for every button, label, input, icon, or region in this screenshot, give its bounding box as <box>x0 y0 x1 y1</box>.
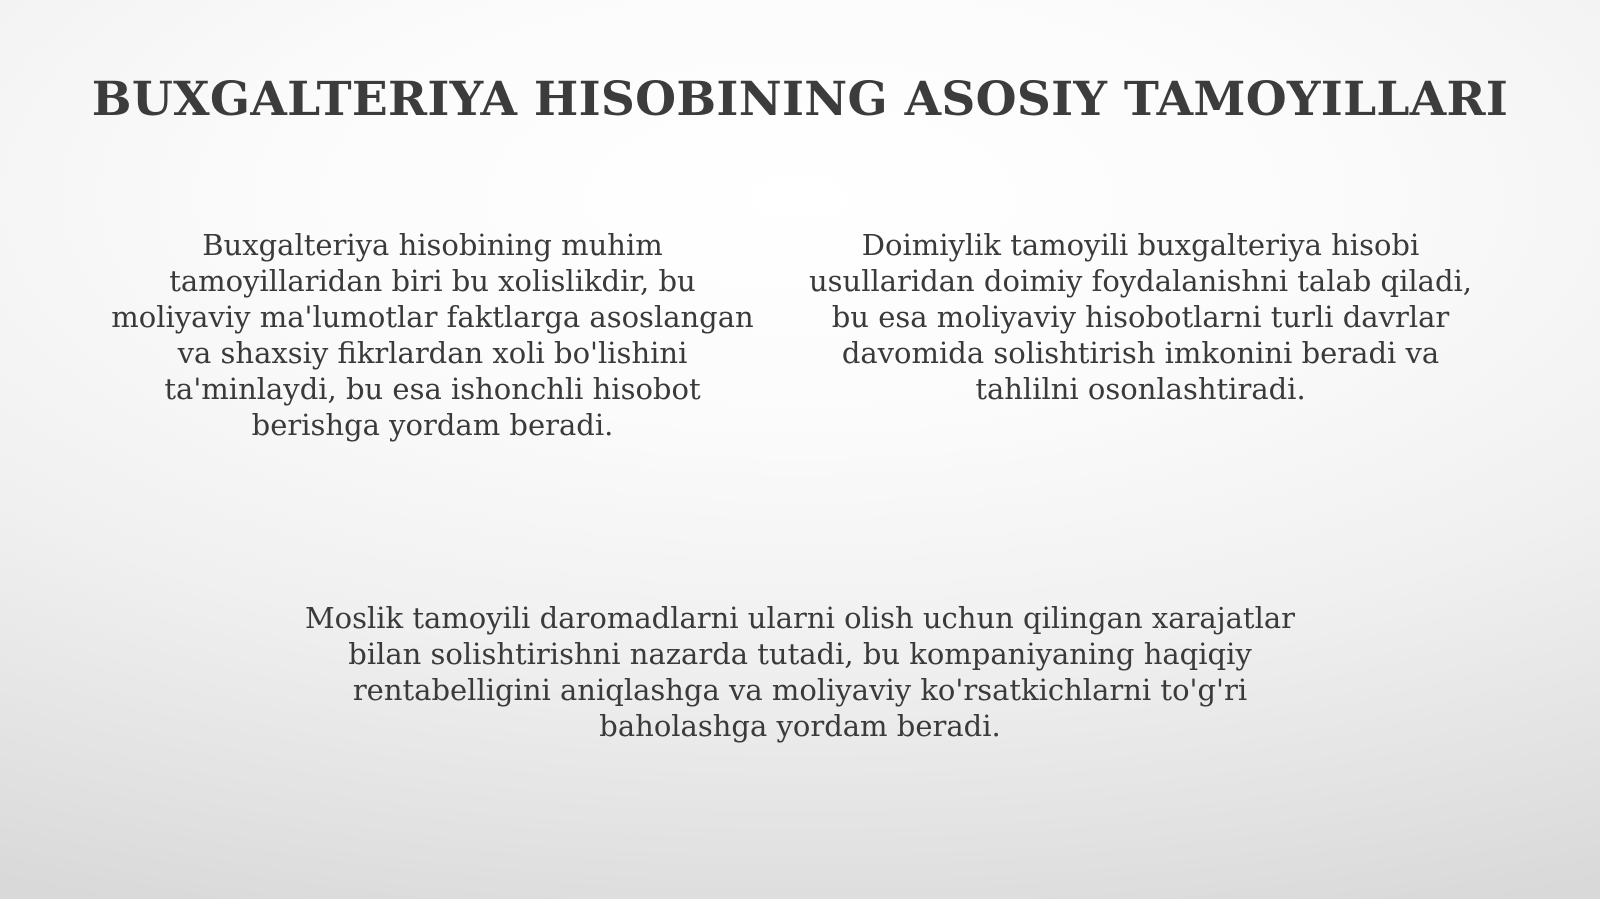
objectivity-principle-text: Buxgalteriya hisobining muhim tamoyillaridan biri bu xolislikdir, bu moliyaviy ma'lumotlar faktlarga asoslangan va shaxsiy fikrlardan xoli bo'lishini ta'minlaydi, bu esa ishonchli hisobot berishga yordam beradi. <box>111 228 754 442</box>
consistency-principle-text: Doimiylik tamoyili buxgalteriya hisobi usullaridan doimiy foydalanishni talab qiladi, bu esa moliyaviy hisobotlarni turli davrlar davomida solishtirish imkonini beradi va tahlilni osonlashtiradi. <box>808 228 1473 406</box>
matching-principle-text: Moslik tamoyili daromadlarni ularni olish uchun qilingan xarajatlar bilan solishtirishni nazarda tutadi, bu kompaniyaning haqiqiy rentabelligini aniqlashga va moliyaviy ko'rsatkichlarni to'g'ri baholashga yordam beradi. <box>304 601 1296 743</box>
slide-title: BUXGALTERIYA HISOBINING ASOSIY TAMOYILLARI <box>91 72 1509 127</box>
